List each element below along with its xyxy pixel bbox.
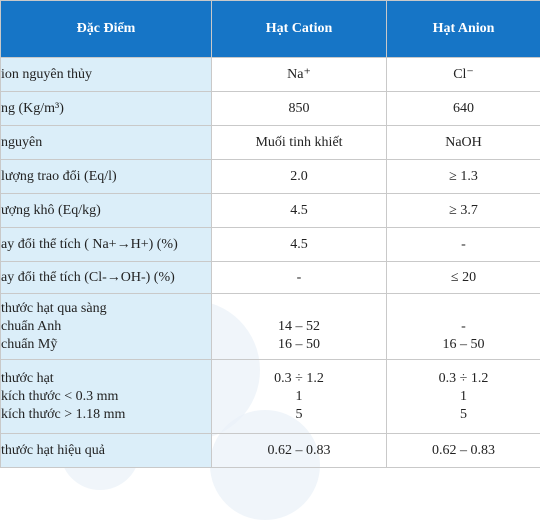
table-row [1, 58, 540, 92]
anion-value: ≤ 20 [387, 262, 540, 294]
cation-value: 14 – 52 16 – 50 [212, 294, 387, 360]
row-label: ượng khô (Eq/kg) [1, 194, 212, 228]
row-label: thước hạt qua sàng chuẩn Anh chuẩn Mỹ [1, 294, 212, 360]
anion-value: - 16 – 50 [387, 294, 540, 360]
table-row [1, 228, 540, 262]
header-feature: Đặc Điểm [1, 1, 212, 58]
header-cation: Hạt Cation [212, 1, 387, 58]
cation-value: 4.5 [212, 194, 387, 228]
table-row [1, 360, 540, 434]
table-row [1, 194, 540, 228]
anion-value: 0.3 ÷ 1.2 1 5 [387, 360, 540, 434]
row-label: lượng trao đổi (Eq/l) [1, 160, 212, 194]
anion-value: 640 [387, 92, 540, 126]
table-row [1, 294, 540, 360]
cation-value: Na⁺ [212, 58, 387, 92]
row-label: ay đổi thể tích ( Na+→H+) (%) [1, 228, 212, 262]
row-label: thước hạt kích thước < 0.3 mm kích thước > 1.18 mm [1, 360, 212, 434]
row-label: ng (Kg/m³) [1, 92, 212, 126]
cation-value: 4.5 [212, 228, 387, 262]
cation-value: 2.0 [212, 160, 387, 194]
anion-value: ≥ 3.7 [387, 194, 540, 228]
table-row [1, 126, 540, 160]
cation-value: Muối tinh khiết [212, 126, 387, 160]
anion-value: Cl⁻ [387, 58, 540, 92]
cation-value: 0.3 ÷ 1.2 1 5 [212, 360, 387, 434]
header-row [1, 1, 540, 58]
header-anion: Hạt Anion [387, 1, 540, 58]
cation-value: - [212, 262, 387, 294]
anion-value: ≥ 1.3 [387, 160, 540, 194]
anion-value: 0.62 – 0.83 [387, 434, 540, 468]
table-row [1, 160, 540, 194]
row-label: ion nguyên thủy [1, 58, 212, 92]
row-label: ay đổi thể tích (Cl-→OH-) (%) [1, 262, 212, 294]
cation-value: 850 [212, 92, 387, 126]
table-row [1, 262, 540, 294]
anion-value: - [387, 228, 540, 262]
table-row [1, 92, 540, 126]
row-label: nguyên [1, 126, 212, 160]
table-row [1, 434, 540, 468]
anion-value: NaOH [387, 126, 540, 160]
row-label: thước hạt hiệu quả [1, 434, 212, 468]
cation-value: 0.62 – 0.83 [212, 434, 387, 468]
